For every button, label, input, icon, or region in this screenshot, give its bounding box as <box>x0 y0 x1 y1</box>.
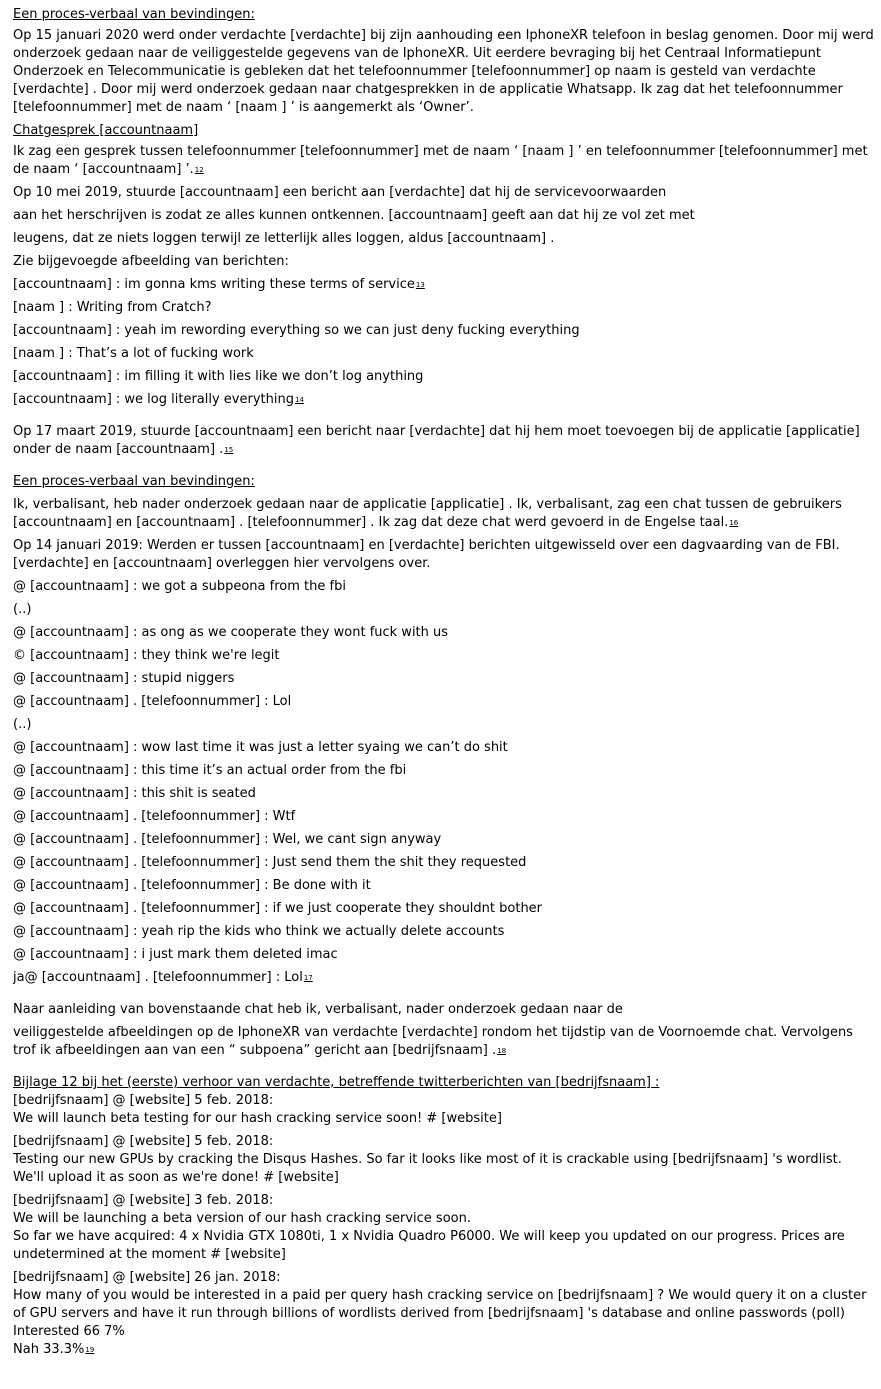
tweet-body: How many of you would be interested in a paid per query hash cracking service on [bedrijfsnaam] ? We would query it on a cluster of GPU servers and have it run through billions of wordlists derived from [bedrijfsnaam] 's database and online passwords (poll) <box>13 1288 867 1321</box>
tweet <box>13 1133 875 1187</box>
footnote-ref[interactable]: 17 <box>303 974 313 982</box>
chat-line: @ [accountnaam] : yeah rip the kids who think we actually delete accounts <box>13 924 505 939</box>
tweet <box>13 1269 875 1359</box>
poll-option: Interested 66 7% <box>13 1324 125 1339</box>
paragraph-text: Ik, verbalisant, heb nader onderzoek gedaan naar de applicatie [applicatie] . Ik, verbalisant, zag een chat tussen de gebruikers [accountnaam] en [accountnaam] . [telefoonnummer] . Ik zag dat deze chat werd gevoerd in de Engelse taal. <box>13 497 842 530</box>
paragraph <box>13 423 875 459</box>
chat-line: @ [accountnaam] . [telefoonnummer] : Be done with it <box>13 878 371 893</box>
tweet-body: We will be launching a beta version of our hash cracking service soon. <box>13 1211 471 1226</box>
paragraph <box>13 143 875 179</box>
text-line: leugens, dat ze niets loggen terwijl ze letterlijk alles loggen, aldus [accountnaam] . <box>13 231 555 246</box>
chat-line: [naam ] : That’s a lot of fucking work <box>13 346 254 361</box>
chat-line: [accountnaam] : im filling it with lies like we don’t log anything <box>13 369 424 384</box>
tweet-body: Testing our new GPUs by cracking the Disqus Hashes. So far it looks like most of it is crackable using [bedrijfsnaam] 's wordlist. We'll upload it as soon as we're done! # [website] <box>13 1152 842 1185</box>
section-heading: Een proces-verbaal van bevindingen: <box>13 7 255 22</box>
chat-line: @ [accountnaam] : i just mark them deleted imac <box>13 947 338 962</box>
section-heading: Een proces-verbaal van bevindingen: <box>13 474 255 489</box>
tweet <box>13 1092 875 1128</box>
text-line: Op 10 mei 2019, stuurde [accountnaam] een bericht aan [verdachte] dat hij de servicevoorwaarden <box>13 185 667 200</box>
paragraph: Op 15 januari 2020 werd onder verdachte [verdachte] bij zijn aanhouding een IphoneXR telefoon in beslag genomen. Door mij werd onderzoek gedaan naar de veiliggestelde gegevens van de IphoneXR. Uit eerdere bevraging bij het Centraal Informatiepunt Onderzoek en Telecommunicatie is gebleken dat het telefoonnummer [telefoonnummer] op naam is gesteld van verdachte [verdachte] . Door mij werd onderzoek gedaan naar chatgesprekken in de applicatie Whatsapp. Ik zag dat het telefoonnummer [telefoonnummer] met de naam ‘ [naam ] ’ is aangemerkt als ‘Owner’. <box>13 28 874 115</box>
chat-line <box>13 391 875 409</box>
chat-line: [accountnaam] : yeah im rewording everything so we can just deny fucking everything <box>13 323 580 338</box>
chat-line: [naam ] : Writing from Cratch? <box>13 300 212 315</box>
chat-text: [accountnaam] : im gonna kms writing these terms of service <box>13 277 415 292</box>
tweet-header: [bedrijfsnaam] @ [website] 26 jan. 2018: <box>13 1270 281 1285</box>
text-line: Naar aanleiding van bovenstaande chat heb ik, verbalisant, nader onderzoek gedaan naar de <box>13 1002 623 1017</box>
footnote-ref[interactable]: 12 <box>194 166 204 174</box>
chat-line: @ [accountnaam] : this time it’s an actual order from the fbi <box>13 763 407 778</box>
chat-line: @ [accountnaam] . [telefoonnummer] : Wtf <box>13 809 296 824</box>
document <box>13 6 875 1364</box>
tweet-body: We will launch beta testing for our hash cracking service soon! # [website] <box>13 1111 502 1126</box>
paragraph-text: Op 17 maart 2019, stuurde [accountnaam] een bericht naar [verdachte] dat hij hem moet toevoegen bij de applicatie [applicatie] onder de naam [accountnaam] . <box>13 424 860 457</box>
tweet-header: [bedrijfsnaam] @ [website] 5 feb. 2018: <box>13 1134 274 1149</box>
chat-line: @ [accountnaam] . [telefoonnummer] : Wel, we cant sign anyway <box>13 832 442 847</box>
chat-line: @ [accountnaam] : this shit is seated <box>13 786 256 801</box>
chat-log <box>13 578 875 987</box>
chat-line: @ [accountnaam] : as ong as we cooperate they wont fuck with us <box>13 625 449 640</box>
chat-line: @ [accountnaam] : stupid niggers <box>13 671 235 686</box>
tweet-header: [bedrijfsnaam] @ [website] 3 feb. 2018: <box>13 1193 274 1208</box>
chat-line <box>13 276 875 294</box>
chat-line: @ [accountnaam] . [telefoonnummer] : Just send them the shit they requested <box>13 855 527 870</box>
chat-log <box>13 276 875 409</box>
footnote-ref[interactable]: 13 <box>415 281 425 289</box>
poll-option <box>13 1341 875 1359</box>
chat-line <box>13 969 875 987</box>
text-line: Zie bijgevoegde afbeelding van berichten: <box>13 254 289 269</box>
tweet-header: [bedrijfsnaam] @ [website] 5 feb. 2018: <box>13 1093 274 1108</box>
footnote-ref[interactable]: 19 <box>85 1346 95 1354</box>
paragraph: Op 14 januari 2019: Werden er tussen [accountnaam] en [verdachte] berichten uitgewisseld over een dagvaarding van de FBI. [verdachte] en [accountnaam] overleggen hier vervolgens over. <box>13 538 840 571</box>
paragraph-text: Ik zag een gesprek tussen telefoonnummer [telefoonnummer] met de naam ‘ [naam ] ’ en telefoonnummer [telefoonnummer] met de naam ‘ [accountnaam] ’. <box>13 144 868 177</box>
footnote-ref[interactable]: 14 <box>294 396 304 404</box>
chat-text: ja@ [accountnaam] . [telefoonnummer] : Lol <box>13 970 303 985</box>
tweet-body: So far we have acquired: 4 x Nvidia GTX 1080ti, 1 x Nvidia Quadro P6000. We will keep you updated on our progress. Prices are undetermined at the moment # [website] <box>13 1229 845 1262</box>
paragraph-text: veiliggestelde afbeeldingen op de IphoneXR van verdachte [verdachte] rondom het tijdstip van de Voornoemde chat. Vervolgens trof ik afbeeldingen aan van een “ subpoena” gericht aan [bedrijfsnaam] . <box>13 1025 853 1058</box>
chat-line: @ [accountnaam] . [telefoonnummer] : Lol <box>13 694 292 709</box>
chat-line: (..) <box>13 717 32 732</box>
chat-line: (..) <box>13 602 32 617</box>
paragraph <box>13 1024 875 1060</box>
chat-line: © [accountnaam] : they think we're legit <box>13 648 280 663</box>
footnote-ref[interactable]: 18 <box>497 1047 507 1055</box>
paragraph <box>13 496 875 532</box>
footnote-ref[interactable]: 15 <box>224 446 234 454</box>
tweet <box>13 1192 875 1264</box>
chat-heading: Chatgesprek [accountnaam] <box>13 123 199 138</box>
chat-line: @ [accountnaam] : wow last time it was just a letter syaing we can’t do shit <box>13 740 508 755</box>
section-heading: Bijlage 12 bij het (eerste) verhoor van verdachte, betreffende twitterberichten van [bedrijfsnaam] : <box>13 1075 660 1090</box>
footnote-ref[interactable]: 16 <box>729 519 739 527</box>
chat-text: [accountnaam] : we log literally everything <box>13 392 294 407</box>
text-line: aan het herschrijven is zodat ze alles kunnen ontkennen. [accountnaam] geeft aan dat hij ze vol zet met <box>13 208 695 223</box>
chat-line: @ [accountnaam] . [telefoonnummer] : if we just cooperate they shouldnt bother <box>13 901 543 916</box>
poll-text: Nah 33.3% <box>13 1342 85 1357</box>
chat-line: @ [accountnaam] : we got a subpeona from the fbi <box>13 579 346 594</box>
